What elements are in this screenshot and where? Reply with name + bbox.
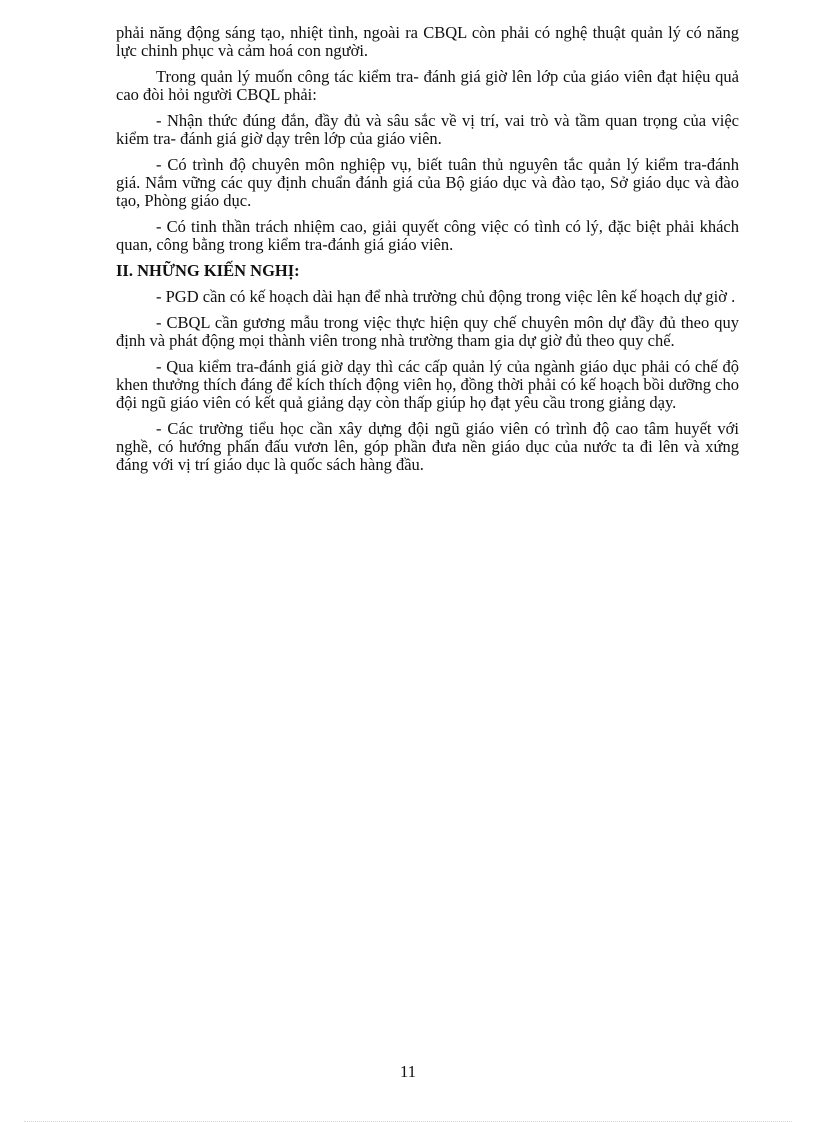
paragraph-responsibility: - Có tinh thần trách nhiệm cao, giải quyết công việc có tình có lý, đặc biệt phải khách quan, công bằng trong kiểm tra-đánh giá giáo viên. xyxy=(116,217,739,254)
paragraph-recommendation-pgd: - PGD cần có kế hoạch dài hạn để nhà trường chủ động trong việc lên kế hoạch dự giờ . xyxy=(156,287,736,306)
paragraph-awareness: - Nhận thức đúng đắn, đầy đủ và sâu sắc về vị trí, vai trò và tầm quan trọng của việc kiểm tra- đánh giá giờ dạy trên lớp của giáo viên. xyxy=(116,111,739,148)
paragraph-recommendation-cbql: - CBQL cần gương mẫu trong việc thực hiện quy chế chuyên môn dự đầy đủ theo quy định và phát động mọi thành viên trong nhà trường tham gia dự giờ đủ theo quy chế. xyxy=(116,313,739,350)
paragraph-requirements-intro: Trong quản lý muốn công tác kiểm tra- đánh giá giờ lên lớp của giáo viên đạt hiệu quả cao đòi hỏi người CBQL phải: xyxy=(116,67,739,104)
page-body xyxy=(116,24,739,482)
paragraph-continuation: phải năng động sáng tạo, nhiệt tình, ngoài ra CBQL còn phải có nghệ thuật quản lý có năng lực chinh phục và cảm hoá con người. xyxy=(116,23,739,60)
section-heading-recommendations: II. NHỮNG KIẾN NGHỊ: xyxy=(116,261,300,280)
paragraph-recommendation-rewards: - Qua kiểm tra-đánh giá giờ dạy thì các cấp quản lý của ngành giáo dục phải có chế độ khen thưởng thích đáng để kích thích động viên họ, đồng thời phải có kế hoạch bồi dưỡng cho đội ngũ giáo viên có kết quả giảng dạy còn thấp giúp họ đạt yêu cầu trong giảng dạy. xyxy=(116,357,739,412)
paragraph-recommendation-schools: - Các trường tiểu học cần xây dựng đội ngũ giáo viên có trình độ cao tâm huyết với nghề, có hướng phấn đấu vươn lên, góp phần đưa nền giáo dục của nước ta đi lên và xứng đáng với vị trí giáo dục là quốc sách hàng đầu. xyxy=(116,419,739,474)
page-number: 11 xyxy=(399,1062,417,1081)
bottom-divider xyxy=(24,1121,792,1122)
paragraph-expertise: - Có trình độ chuyên môn nghiệp vụ, biết tuân thủ nguyên tắc quản lý kiểm tra-đánh giá. Nắm vững các quy định chuẩn đánh giá của Bộ giáo dục và đào tạo, Sở giáo dục và đào tạo, Phòng giáo dục. xyxy=(116,155,739,210)
